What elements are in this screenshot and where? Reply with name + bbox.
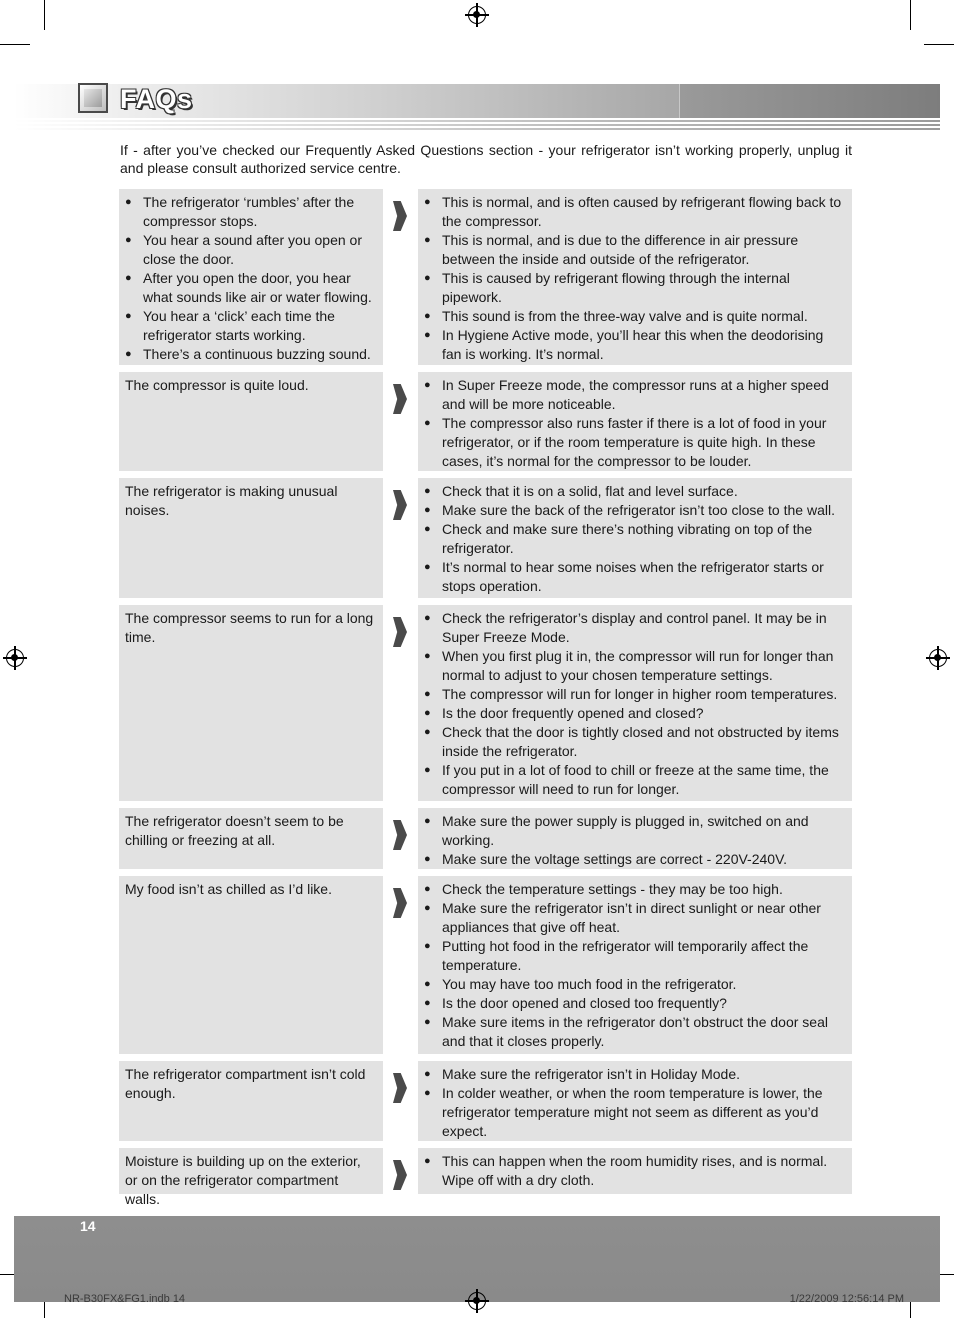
arrow-right-icon xyxy=(383,372,418,471)
crop-mark xyxy=(44,0,45,30)
answer-item: ● This sound is from the three-way valve and is quite normal. xyxy=(424,307,846,326)
arrow-right-icon xyxy=(383,478,418,598)
answer-item: ● Check that the door is tightly closed and not obstructed by items inside the refrigerator. xyxy=(424,723,846,761)
faq-answer xyxy=(418,372,852,471)
arrow-right-icon xyxy=(383,876,418,1054)
answer-item: ● Make sure the voltage settings are correct - 220V-240V. xyxy=(424,850,846,869)
faq-row xyxy=(119,478,852,598)
faq-question: My food isn’t as chilled as I’d like. xyxy=(119,876,383,1054)
faq-answer xyxy=(418,605,852,801)
answer-item: ● Make sure the refrigerator isn’t in Holiday Mode. xyxy=(424,1065,846,1084)
answer-item: ● The compressor also runs faster if there is a lot of food in your refrigerator, or if the room temperature is quite high. In these cases, it’s normal for the compressor to be louder. xyxy=(424,414,846,471)
arrow-right-icon xyxy=(383,189,418,365)
crop-mark xyxy=(924,44,954,45)
answer-item: ● Make sure the back of the refrigerator isn’t too close to the wall. xyxy=(424,501,846,520)
question-item: ● After you open the door, you hear what sounds like air or water flowing. xyxy=(125,269,377,307)
faq-row xyxy=(119,605,852,801)
faq-row xyxy=(119,189,852,365)
answer-item: ● Check the refrigerator’s display and control panel. It may be in Super Freeze Mode. xyxy=(424,609,846,647)
faq-answer xyxy=(418,1061,852,1141)
faq-question: The refrigerator compartment isn’t cold enough. xyxy=(119,1061,383,1141)
faq-row xyxy=(119,1061,852,1141)
slug-date: 1/22/2009 12:56:14 PM xyxy=(789,1293,904,1305)
arrow-right-icon xyxy=(383,1061,418,1141)
answer-item: ● Check the temperature settings - they may be too high. xyxy=(424,880,846,899)
faq-question xyxy=(119,189,383,365)
answer-item: ● Is the door frequently opened and closed? xyxy=(424,704,846,723)
faq-table xyxy=(119,189,852,1207)
registration-mark-icon xyxy=(468,1292,486,1310)
arrow-right-icon xyxy=(383,1148,418,1194)
answer-item: ● When you first plug it in, the compressor will run for longer than normal to adjust to your chosen temperature settings. xyxy=(424,647,846,685)
faq-answer xyxy=(418,808,852,869)
faq-answer xyxy=(418,478,852,598)
page-title: FAQs xyxy=(120,84,193,114)
title-square-icon xyxy=(78,83,108,113)
faq-answer xyxy=(418,1148,852,1194)
answer-item: ● This can happen when the room humidity rises, and is normal. Wipe off with a dry cloth. xyxy=(424,1152,846,1190)
crop-mark xyxy=(910,0,911,30)
registration-mark-icon xyxy=(468,6,486,24)
crop-mark xyxy=(0,44,30,45)
answer-item: ● In colder weather, or when the room temperature is lower, the refrigerator temperature might not seem as different as you’d expect. xyxy=(424,1084,846,1141)
registration-mark-icon xyxy=(6,649,24,667)
faq-question: The compressor is quite loud. xyxy=(119,372,383,471)
question-item: ● You hear a ‘click’ each time the refrigerator starts working. xyxy=(125,307,377,345)
faq-question: Moisture is building up on the exterior, or on the refrigerator compartment walls. xyxy=(119,1148,383,1194)
faq-question: The compressor seems to run for a long time. xyxy=(119,605,383,801)
answer-item: ● Check and make sure there’s nothing vibrating on top of the refrigerator. xyxy=(424,520,846,558)
answer-item: ● This is caused by refrigerant flowing through the internal pipework. xyxy=(424,269,846,307)
answer-item: ● Putting hot food in the refrigerator will temporarily affect the temperature. xyxy=(424,937,846,975)
question-item: ● There’s a continuous buzzing sound. xyxy=(125,345,377,364)
answer-item: ● Make sure the power supply is plugged in, switched on and working. xyxy=(424,812,846,850)
question-item: ● The refrigerator ‘rumbles’ after the compressor stops. xyxy=(125,193,377,231)
answer-item: ● If you put in a lot of food to chill or freeze at the same time, the compressor will need to run for longer. xyxy=(424,761,846,799)
answer-item: ● The compressor will run for longer in higher room temperatures. xyxy=(424,685,846,704)
header-rule xyxy=(14,120,940,132)
faq-question: The refrigerator is making unusual noises. xyxy=(119,478,383,598)
answer-item: ● Check that it is on a solid, flat and level surface. xyxy=(424,482,846,501)
answer-item: ● This is normal, and is due to the difference in air pressure between the inside and outside of the refrigerator. xyxy=(424,231,846,269)
question-item: ● You hear a sound after you open or close the door. xyxy=(125,231,377,269)
answer-item: ● In Super Freeze mode, the compressor runs at a higher speed and will be more noticeable. xyxy=(424,376,846,414)
faq-answer xyxy=(418,876,852,1054)
slug-file: NR-B30FX&FG1.indb 14 xyxy=(64,1293,186,1305)
arrow-right-icon xyxy=(383,605,418,801)
faq-row xyxy=(119,876,852,1054)
answer-item: ● Make sure items in the refrigerator don’t obstruct the door seal and that it closes properly. xyxy=(424,1013,846,1051)
faq-row xyxy=(119,808,852,869)
answer-item: ● Make sure the refrigerator isn’t in direct sunlight or near other appliances that give off heat. xyxy=(424,899,846,937)
intro-text: If - after you’ve checked our Frequently Asked Questions section - your refrigerator isn’t working properly, unplug it and please consult authorized service centre. xyxy=(120,142,852,176)
answer-item: ● Is the door opened and closed too frequently? xyxy=(424,994,846,1013)
faq-row xyxy=(119,1148,852,1207)
arrow-right-icon xyxy=(383,808,418,869)
page-number: 14 xyxy=(80,1218,96,1234)
answer-item: ● You may have too much food in the refrigerator. xyxy=(424,975,846,994)
faq-row xyxy=(119,372,852,471)
answer-item: ● This is normal, and is often caused by refrigerant flowing back to the compressor. xyxy=(424,193,846,231)
answer-item: ● In Hygiene Active mode, you’ll hear this when the deodorising fan is working. It’s normal. xyxy=(424,326,846,364)
registration-mark-icon xyxy=(929,649,947,667)
faq-answer xyxy=(418,189,852,365)
answer-item: ● It’s normal to hear some noises when the refrigerator starts or stops operation. xyxy=(424,558,846,596)
faq-question: The refrigerator doesn’t seem to be chilling or freezing at all. xyxy=(119,808,383,869)
